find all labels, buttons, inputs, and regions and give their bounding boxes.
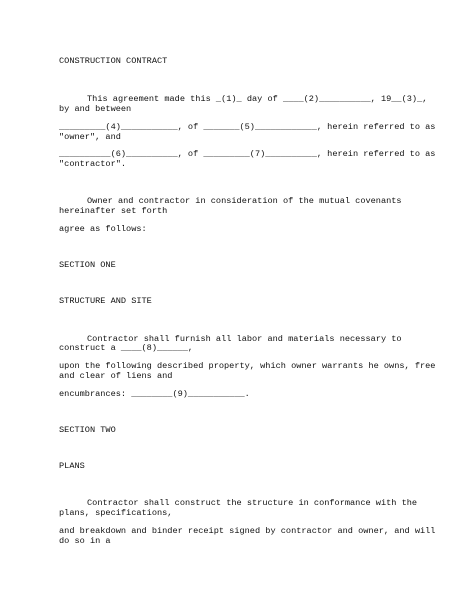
intro-line-2: by and between	[59, 104, 132, 114]
intro-line-1: This agreement made this _(1)_ day of ____(2)__________, 19__(3)_,	[87, 94, 428, 104]
intro-line-4: "owner", and	[59, 132, 121, 142]
section-two-line-3: and breakdown and binder receipt signed by contractor and owner, and will	[59, 526, 436, 536]
section-one-line-3: upon the following described property, which owner warrants he owns, free	[59, 361, 436, 371]
section-two-line-1: Contractor shall construct the structure in conformance with the	[87, 498, 418, 508]
section-one-line-5: encumbrances: ________(9)___________.	[59, 389, 250, 399]
section-one-subheading: STRUCTURE AND SITE	[59, 296, 152, 306]
intro-line-6: "contractor".	[59, 159, 127, 169]
section-one-line-2: construct a ____(8)______,	[59, 343, 194, 353]
intro-line-5: __________(6)__________, of _________(7)__________, herein referred to as	[59, 149, 436, 159]
section-two-subheading: PLANS	[59, 461, 85, 471]
document-title: CONSTRUCTION CONTRACT	[59, 56, 168, 66]
intro-line-3: _________(4)___________, of _______(5)____________, herein referred to as	[59, 122, 436, 132]
recital-line-2: hereinafter set forth	[59, 206, 168, 216]
section-one-line-1: Contractor shall furnish all labor and materials necessary to	[87, 334, 402, 344]
section-two-heading: SECTION TWO	[59, 425, 116, 435]
recital-line-1: Owner and contractor in consideration of the mutual covenants	[87, 196, 402, 206]
section-one-line-4: and clear of liens and	[59, 371, 173, 381]
section-two-line-2: plans, specifications,	[59, 508, 173, 518]
section-one-heading: SECTION ONE	[59, 260, 116, 270]
recital-line-3: agree as follows:	[59, 224, 147, 234]
section-two-line-4: do so in a	[59, 536, 111, 546]
